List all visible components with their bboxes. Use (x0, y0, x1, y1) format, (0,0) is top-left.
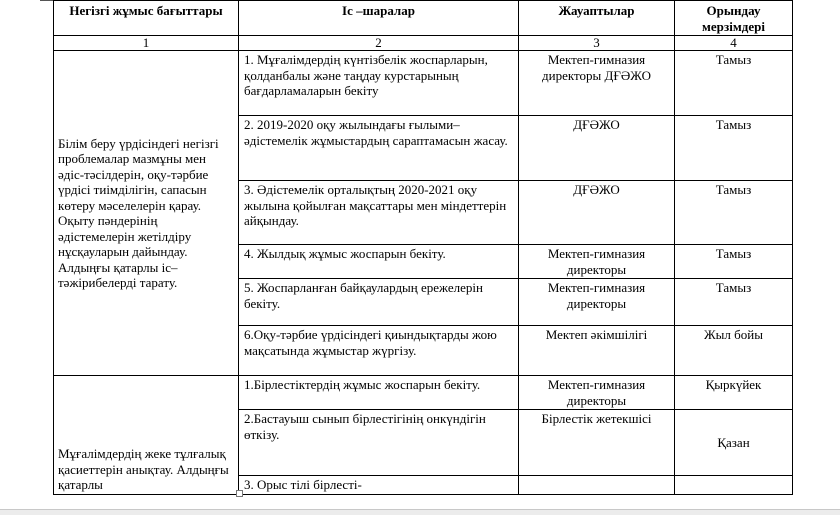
header-directions: Негізгі жұмыс бағыттары (54, 1, 239, 36)
responsible-cell: Мектеп-гимназия директоры (519, 376, 675, 410)
activity-cell: 5. Жоспарланған байқаулардың ережелерін бекіту. (239, 279, 519, 326)
activity-cell: 4. Жылдық жұмыс жоспарын бекіту. (239, 245, 519, 279)
column-number: 2 (239, 36, 519, 51)
deadline-cell: Жыл бойы (675, 326, 793, 376)
column-number: 4 (675, 36, 793, 51)
deadline-cell: Тамыз (675, 245, 793, 279)
deadline-cell: Тамыз (675, 181, 793, 245)
activity-cell: 6.Оқу-тәрбие үрдісіндегі қиындықтарды жою мақсатында жұмыстар жүргізу. (239, 326, 519, 376)
deadline-cell: Тамыз (675, 116, 793, 181)
direction-cell: Мұғалімдердің жеке тұлғалық қасиеттерін анықтау. Алдыңғы қатарлы (54, 376, 239, 495)
deadline-cell: Қазан (675, 410, 793, 476)
column-number: 3 (519, 36, 675, 51)
activity-cell: 3. Әдістемелік орталықтың 2020-2021 оқу жылына қойылған мақсаттары мен міндеттерін айқындау. (239, 181, 519, 245)
page-top-marker (40, 0, 54, 2)
responsible-cell: ДҒӘЖО (519, 116, 675, 181)
activity-cell: 2. 2019-2020 оқу жылындағы ғылыми–әдістемелік жұмыстардың сараптамасын жасау. (239, 116, 519, 181)
header-responsible: Жауаптылар (519, 1, 675, 36)
activity-cell: 3. Орыс тілі бірлесті- (239, 476, 519, 495)
responsible-cell (519, 476, 675, 495)
responsible-cell: Мектеп-гимназия директоры ДҒӘЖО (519, 51, 675, 116)
deadline-cell (675, 476, 793, 495)
header-deadlines: Орындау мерзімдері (675, 1, 793, 36)
deadline-cell: Тамыз (675, 51, 793, 116)
deadline-cell: Тамыз (675, 279, 793, 326)
column-number: 1 (54, 36, 239, 51)
deadline-cell: Қыркүйек (675, 376, 793, 410)
table-end-marker (236, 490, 243, 497)
responsible-cell: Бірлестік жетекшісі (519, 410, 675, 476)
work-plan-table (53, 0, 793, 495)
responsible-cell: Мектеп әкімшілігі (519, 326, 675, 376)
column-number-row (54, 36, 793, 51)
responsible-cell: ДҒӘЖО (519, 181, 675, 245)
responsible-cell: Мектеп-гимназия директоры (519, 279, 675, 326)
activity-cell: 2.Бастауыш сынып бірлестігінің онкүндігін өткізу. (239, 410, 519, 476)
header-activities: Іс –шаралар (239, 1, 519, 36)
activity-cell: 1. Мұғалімдердің күнтізбелік жоспарларын, қолданбалы және таңдау курстарының бағдарламаларын бекіту (239, 51, 519, 116)
table-row (54, 376, 793, 410)
table-header-row (54, 1, 793, 36)
responsible-cell: Мектеп-гимназия директоры (519, 245, 675, 279)
page-bottom-edge (0, 509, 840, 515)
activity-cell: 1.Бірлестіктердің жұмыс жоспарын бекіту. (239, 376, 519, 410)
direction-cell: Білім беру үрдісіндегі негізгі проблемалар мазмұны мен әдіс-тәсілдерін, оқу-тәрбие үрдісі тиімділігін, сапасын көтеру мәселелерін қарау. Оқыту пәндерінің әдістемелерін жетілдіру нұсқауларын дайындау. Алдыңғы қатарлы іс–тәжірибелерді тарату. (54, 51, 239, 376)
table-row (54, 51, 793, 116)
